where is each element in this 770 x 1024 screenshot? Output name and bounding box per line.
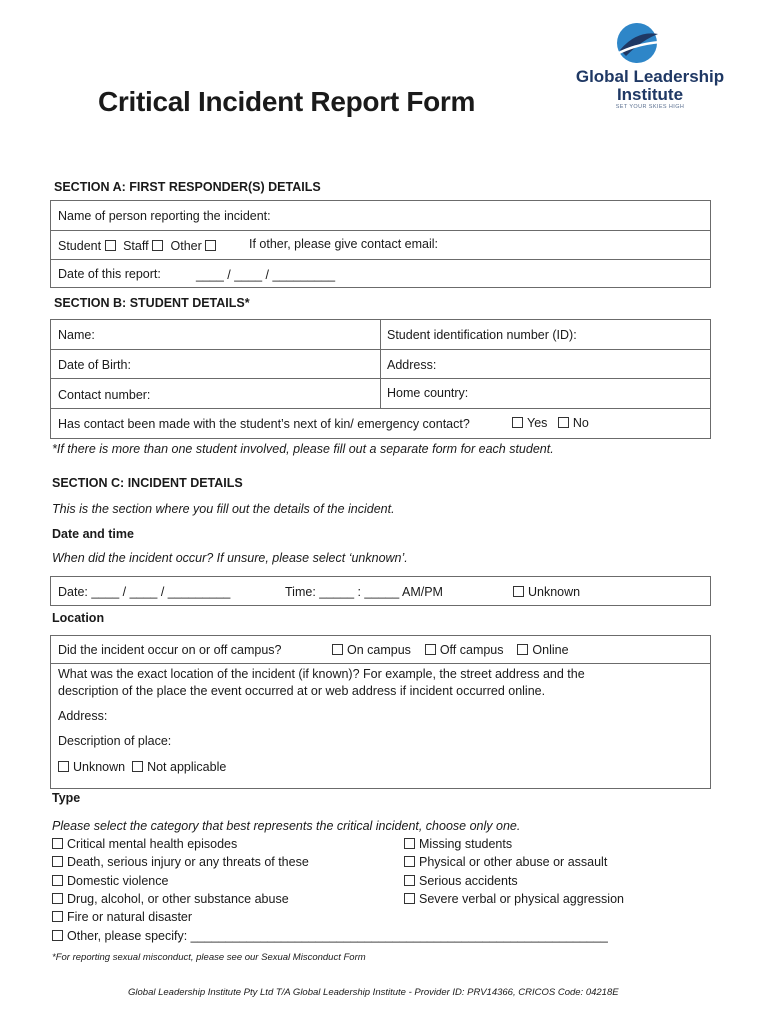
staff-checkbox[interactable] — [152, 240, 163, 251]
type-option[interactable]: Serious accidents — [404, 874, 518, 888]
page-footer: Global Leadership Institute Pty Ltd T/A Global Leadership Institute - Provider ID: PRV14366, CRICOS Code: 04218E — [128, 987, 619, 998]
student-address-label: Address: — [387, 358, 437, 372]
student-id-label: Student identification number (ID): — [387, 328, 577, 342]
report-date-label: Date of this report: — [58, 267, 161, 281]
type-option[interactable]: Physical or other abuse or assault — [404, 855, 607, 869]
date-unknown-option: Unknown — [513, 585, 580, 599]
kin-contact-question: Has contact been made with the student’s next of kin/ emergency contact? — [58, 417, 470, 431]
type-option[interactable]: Critical mental health episodes — [52, 837, 237, 851]
type-heading: Type — [52, 791, 81, 805]
multiple-students-footnote: *If there is more than one student involved, please fill out a separate form for each student. — [52, 442, 554, 456]
student-name-label: Name: — [58, 328, 95, 342]
kin-contact-options: Yes No — [512, 416, 589, 430]
section-c-heading: SECTION C: INCIDENT DETAILS — [52, 476, 243, 490]
type-option-other[interactable]: Other, please specify: ____________________________________________________________ — [52, 929, 608, 943]
campus-question: Did the incident occur on or off campus? — [58, 643, 282, 657]
location-heading: Location — [52, 611, 105, 625]
section-a-heading: SECTION A: FIRST RESPONDER(S) DETAILS — [54, 180, 321, 194]
reporter-role-options: Student Staff Other — [58, 239, 220, 253]
type-option[interactable]: Fire or natural disaster — [52, 910, 192, 924]
section-c-intro: This is the section where you fill out the details of the incident. — [52, 502, 395, 516]
student-checkbox[interactable] — [105, 240, 116, 251]
type-option[interactable]: Domestic violence — [52, 874, 168, 888]
incident-date-field[interactable]: Date: ____ / ____ / _________ — [58, 585, 231, 599]
type-option[interactable]: Drug, alcohol, or other substance abuse — [52, 892, 289, 906]
logo-text: Global Leadership Institute — [575, 67, 725, 104]
type-option[interactable]: Missing students — [404, 837, 512, 851]
date-unknown-checkbox[interactable] — [513, 586, 524, 597]
date-time-heading: Date and time — [52, 527, 134, 541]
location-unknown-checkbox[interactable] — [58, 761, 69, 772]
campus-options: On campus Off campus Online — [332, 643, 569, 657]
type-instruction: Please select the category that best represents the critical incident, choose only one. — [52, 819, 521, 833]
yes-checkbox[interactable] — [512, 417, 523, 428]
no-checkbox[interactable] — [558, 417, 569, 428]
online-checkbox[interactable] — [517, 644, 528, 655]
dob-label: Date of Birth: — [58, 358, 131, 372]
other-checkbox[interactable] — [205, 240, 216, 251]
off-campus-checkbox[interactable] — [425, 644, 436, 655]
date-time-question: When did the incident occur? If unsure, please select ‘unknown’. — [52, 551, 408, 565]
type-option[interactable]: Severe verbal or physical aggression — [404, 892, 624, 906]
reporter-name-label: Name of person reporting the incident: — [58, 209, 271, 223]
home-country-label: Home country: — [387, 386, 469, 400]
section-b-heading: SECTION B: STUDENT DETAILS* — [54, 296, 250, 310]
report-date-field[interactable]: ____ / ____ / _________ — [196, 268, 336, 282]
contact-number-label: Contact number: — [58, 388, 151, 402]
other-email-label: If other, please give contact email: — [249, 237, 438, 251]
incident-time-field[interactable]: Time: _____ : _____ AM/PM — [285, 585, 443, 599]
globe-logo-icon — [612, 20, 662, 68]
exact-location-prompt: What was the exact location of the incident (if known)? For example, the street address and the description of the place the event occurred at or web address if incident occurred online. — [58, 667, 585, 698]
page-title: Critical Incident Report Form — [98, 86, 476, 117]
logo-tagline: SET YOUR SKIES HIGH — [615, 104, 685, 110]
not-applicable-checkbox[interactable] — [132, 761, 143, 772]
location-unknown-options: Unknown Not applicable — [58, 760, 226, 774]
type-option[interactable]: Death, serious injury or any threats of these — [52, 855, 309, 869]
place-description-label: Description of place: — [58, 734, 172, 748]
location-address-label: Address: — [58, 709, 108, 723]
on-campus-checkbox[interactable] — [332, 644, 343, 655]
sexual-misconduct-note: *For reporting sexual misconduct, please see our Sexual Misconduct Form — [52, 952, 366, 963]
